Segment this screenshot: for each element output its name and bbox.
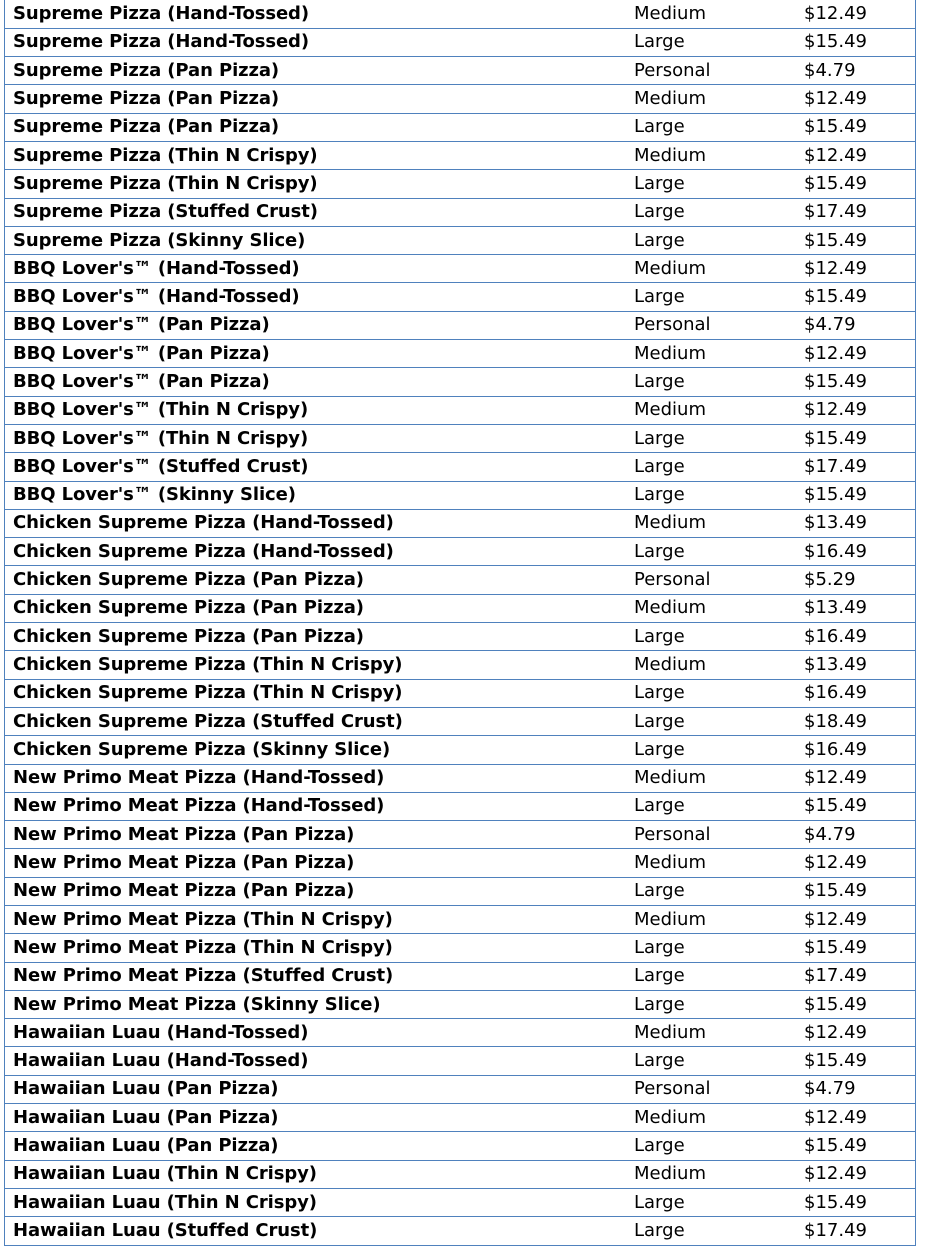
size-cell: Large (630, 226, 800, 254)
table-row (5, 396, 915, 424)
price-cell: $12.49 (800, 906, 915, 934)
table-row (5, 198, 915, 226)
size-cell: Medium (630, 1104, 800, 1132)
price-cell: $4.79 (800, 311, 915, 339)
table-row (5, 0, 915, 28)
item-name-cell: New Primo Meat Pizza (Stuffed Crust) (5, 962, 630, 990)
price-cell: $15.49 (800, 990, 915, 1018)
size-cell: Medium (630, 141, 800, 169)
price-cell: $12.49 (800, 340, 915, 368)
size-cell: Large (630, 453, 800, 481)
size-cell: Large (630, 481, 800, 509)
price-cell: $4.79 (800, 57, 915, 85)
size-cell: Large (630, 28, 800, 56)
item-name-cell: Supreme Pizza (Hand-Tossed) (5, 0, 630, 28)
size-cell: Medium (630, 764, 800, 792)
menu-price-table (5, 0, 915, 1246)
table-row (5, 283, 915, 311)
price-cell: $15.49 (800, 1188, 915, 1216)
item-name-cell: Hawaiian Luau (Thin N Crispy) (5, 1160, 630, 1188)
size-cell: Large (630, 170, 800, 198)
size-cell: Medium (630, 509, 800, 537)
size-cell: Large (630, 707, 800, 735)
price-cell: $17.49 (800, 1217, 915, 1245)
price-cell: $15.49 (800, 1047, 915, 1075)
table-row (5, 481, 915, 509)
price-cell: $15.49 (800, 226, 915, 254)
item-name-cell: BBQ Lover's™ (Stuffed Crust) (5, 453, 630, 481)
price-cell: $15.49 (800, 113, 915, 141)
item-name-cell: BBQ Lover's™ (Pan Pizza) (5, 340, 630, 368)
item-name-cell: BBQ Lover's™ (Pan Pizza) (5, 368, 630, 396)
price-cell: $15.49 (800, 481, 915, 509)
price-cell: $15.49 (800, 28, 915, 56)
size-cell: Medium (630, 1160, 800, 1188)
price-cell: $12.49 (800, 85, 915, 113)
size-cell: Large (630, 368, 800, 396)
price-cell: $12.49 (800, 1160, 915, 1188)
table-row (5, 311, 915, 339)
table-row (5, 707, 915, 735)
item-name-cell: Supreme Pizza (Stuffed Crust) (5, 198, 630, 226)
item-name-cell: Chicken Supreme Pizza (Skinny Slice) (5, 736, 630, 764)
price-cell: $12.49 (800, 396, 915, 424)
item-name-cell: Hawaiian Luau (Stuffed Crust) (5, 1217, 630, 1245)
item-name-cell: New Primo Meat Pizza (Pan Pizza) (5, 877, 630, 905)
price-cell: $17.49 (800, 198, 915, 226)
price-cell: $15.49 (800, 170, 915, 198)
item-name-cell: Supreme Pizza (Skinny Slice) (5, 226, 630, 254)
size-cell: Medium (630, 340, 800, 368)
item-name-cell: Hawaiian Luau (Hand-Tossed) (5, 1047, 630, 1075)
item-name-cell: BBQ Lover's™ (Thin N Crispy) (5, 396, 630, 424)
size-cell: Medium (630, 0, 800, 28)
price-cell: $12.49 (800, 764, 915, 792)
item-name-cell: Supreme Pizza (Pan Pizza) (5, 57, 630, 85)
size-cell: Large (630, 198, 800, 226)
item-name-cell: Chicken Supreme Pizza (Thin N Crispy) (5, 651, 630, 679)
table-row (5, 113, 915, 141)
price-cell: $12.49 (800, 849, 915, 877)
price-cell: $4.79 (800, 821, 915, 849)
table-row (5, 792, 915, 820)
size-cell: Large (630, 283, 800, 311)
item-name-cell: Hawaiian Luau (Pan Pizza) (5, 1132, 630, 1160)
price-cell: $13.49 (800, 509, 915, 537)
item-name-cell: Hawaiian Luau (Pan Pizza) (5, 1104, 630, 1132)
table-row (5, 877, 915, 905)
size-cell: Large (630, 623, 800, 651)
table-row (5, 226, 915, 254)
size-cell: Large (630, 538, 800, 566)
table-row (5, 679, 915, 707)
table-row (5, 340, 915, 368)
table-row (5, 566, 915, 594)
item-name-cell: BBQ Lover's™ (Thin N Crispy) (5, 424, 630, 452)
table-row (5, 170, 915, 198)
price-cell: $13.49 (800, 594, 915, 622)
size-cell: Large (630, 679, 800, 707)
price-cell: $17.49 (800, 962, 915, 990)
item-name-cell: BBQ Lover's™ (Hand-Tossed) (5, 283, 630, 311)
size-cell: Medium (630, 594, 800, 622)
table-row (5, 1217, 915, 1245)
price-cell: $16.49 (800, 538, 915, 566)
table-row (5, 1160, 915, 1188)
price-cell: $12.49 (800, 0, 915, 28)
table-row (5, 368, 915, 396)
price-cell: $15.49 (800, 424, 915, 452)
size-cell: Medium (630, 1019, 800, 1047)
item-name-cell: Supreme Pizza (Thin N Crispy) (5, 170, 630, 198)
price-cell: $13.49 (800, 651, 915, 679)
size-cell: Large (630, 113, 800, 141)
table-row (5, 85, 915, 113)
item-name-cell: New Primo Meat Pizza (Thin N Crispy) (5, 934, 630, 962)
item-name-cell: BBQ Lover's™ (Pan Pizza) (5, 311, 630, 339)
price-cell: $15.49 (800, 877, 915, 905)
table-row (5, 453, 915, 481)
item-name-cell: New Primo Meat Pizza (Pan Pizza) (5, 821, 630, 849)
table-row (5, 990, 915, 1018)
price-cell: $12.49 (800, 141, 915, 169)
table-row (5, 1019, 915, 1047)
size-cell: Medium (630, 396, 800, 424)
size-cell: Medium (630, 849, 800, 877)
price-cell: $12.49 (800, 255, 915, 283)
table-row (5, 594, 915, 622)
menu-table-body (5, 0, 915, 1245)
table-row (5, 1188, 915, 1216)
item-name-cell: Chicken Supreme Pizza (Hand-Tossed) (5, 509, 630, 537)
price-cell: $15.49 (800, 1132, 915, 1160)
table-row (5, 934, 915, 962)
table-row (5, 538, 915, 566)
table-row (5, 764, 915, 792)
item-name-cell: Supreme Pizza (Pan Pizza) (5, 113, 630, 141)
price-cell: $12.49 (800, 1104, 915, 1132)
price-cell: $16.49 (800, 679, 915, 707)
item-name-cell: Supreme Pizza (Thin N Crispy) (5, 141, 630, 169)
size-cell: Medium (630, 651, 800, 679)
item-name-cell: New Primo Meat Pizza (Hand-Tossed) (5, 792, 630, 820)
price-cell: $16.49 (800, 736, 915, 764)
table-row (5, 28, 915, 56)
price-cell: $15.49 (800, 792, 915, 820)
item-name-cell: Hawaiian Luau (Pan Pizza) (5, 1075, 630, 1103)
table-row (5, 1132, 915, 1160)
table-row (5, 1047, 915, 1075)
size-cell: Personal (630, 311, 800, 339)
item-name-cell: Hawaiian Luau (Thin N Crispy) (5, 1188, 630, 1216)
item-name-cell: New Primo Meat Pizza (Pan Pizza) (5, 849, 630, 877)
price-cell: $5.29 (800, 566, 915, 594)
table-row (5, 141, 915, 169)
table-row (5, 1075, 915, 1103)
size-cell: Large (630, 1132, 800, 1160)
table-row (5, 57, 915, 85)
item-name-cell: Supreme Pizza (Pan Pizza) (5, 85, 630, 113)
table-row (5, 736, 915, 764)
size-cell: Large (630, 1217, 800, 1245)
item-name-cell: Chicken Supreme Pizza (Pan Pizza) (5, 594, 630, 622)
size-cell: Personal (630, 57, 800, 85)
item-name-cell: New Primo Meat Pizza (Thin N Crispy) (5, 906, 630, 934)
item-name-cell: Chicken Supreme Pizza (Hand-Tossed) (5, 538, 630, 566)
table-row (5, 509, 915, 537)
table-row (5, 1104, 915, 1132)
item-name-cell: Supreme Pizza (Hand-Tossed) (5, 28, 630, 56)
table-row (5, 849, 915, 877)
table-row (5, 651, 915, 679)
size-cell: Medium (630, 85, 800, 113)
table-row (5, 906, 915, 934)
item-name-cell: BBQ Lover's™ (Skinny Slice) (5, 481, 630, 509)
item-name-cell: New Primo Meat Pizza (Skinny Slice) (5, 990, 630, 1018)
table-row (5, 623, 915, 651)
size-cell: Large (630, 424, 800, 452)
table-row (5, 424, 915, 452)
table-row (5, 255, 915, 283)
size-cell: Large (630, 934, 800, 962)
size-cell: Medium (630, 906, 800, 934)
menu-price-table-wrapper (4, 0, 916, 1246)
price-cell: $18.49 (800, 707, 915, 735)
size-cell: Large (630, 877, 800, 905)
size-cell: Large (630, 990, 800, 1018)
size-cell: Large (630, 792, 800, 820)
size-cell: Large (630, 736, 800, 764)
price-cell: $15.49 (800, 283, 915, 311)
size-cell: Medium (630, 255, 800, 283)
size-cell: Personal (630, 566, 800, 594)
price-cell: $17.49 (800, 453, 915, 481)
size-cell: Personal (630, 821, 800, 849)
price-cell: $15.49 (800, 368, 915, 396)
item-name-cell: BBQ Lover's™ (Hand-Tossed) (5, 255, 630, 283)
size-cell: Large (630, 1188, 800, 1216)
price-cell: $4.79 (800, 1075, 915, 1103)
item-name-cell: Chicken Supreme Pizza (Pan Pizza) (5, 623, 630, 651)
size-cell: Large (630, 962, 800, 990)
item-name-cell: New Primo Meat Pizza (Hand-Tossed) (5, 764, 630, 792)
table-row (5, 962, 915, 990)
price-cell: $12.49 (800, 1019, 915, 1047)
size-cell: Personal (630, 1075, 800, 1103)
item-name-cell: Chicken Supreme Pizza (Stuffed Crust) (5, 707, 630, 735)
table-row (5, 821, 915, 849)
item-name-cell: Chicken Supreme Pizza (Pan Pizza) (5, 566, 630, 594)
item-name-cell: Chicken Supreme Pizza (Thin N Crispy) (5, 679, 630, 707)
price-cell: $15.49 (800, 934, 915, 962)
item-name-cell: Hawaiian Luau (Hand-Tossed) (5, 1019, 630, 1047)
price-cell: $16.49 (800, 623, 915, 651)
size-cell: Large (630, 1047, 800, 1075)
